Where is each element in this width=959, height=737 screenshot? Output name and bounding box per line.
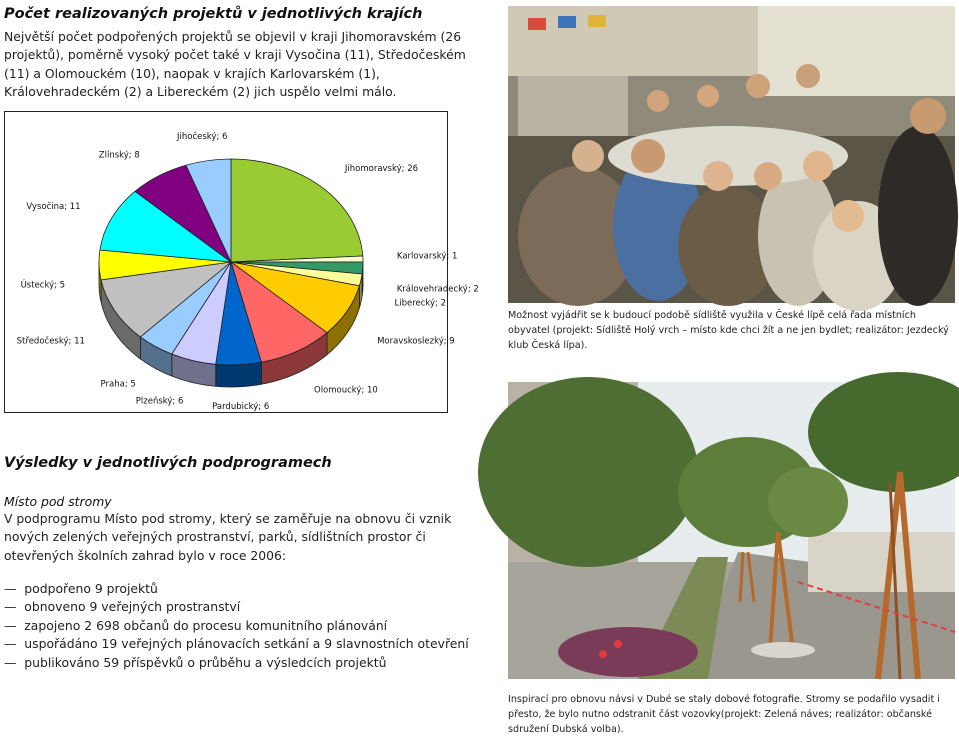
caption-planning-meeting: Možnost vyjádřit se k budoucí podobě sídliště využila v České lípě celá řada místních obyvatel (projekt: Sídliště Holý vrch – místo kde chci žít a ne jen bydlet; realizátor: Jezdecký klub Česká lípa). bbox=[508, 310, 949, 351]
pie-label-moravskoslezky: Moravskoslezký; 9 bbox=[377, 336, 455, 347]
pie-label-jihocesky: Jihočeský; 6 bbox=[176, 131, 228, 142]
pie-label-pardubicky: Pardubický; 6 bbox=[212, 401, 270, 412]
pie-label-kralovehradecky: Královehradecký; 2 bbox=[396, 284, 479, 295]
section-title-regions: Počet realizovaných projektů v jednotlivých krajích bbox=[4, 6, 423, 22]
results-list bbox=[4, 580, 469, 672]
pie-label-praha: Praha; 5 bbox=[100, 379, 136, 390]
pie-chart bbox=[5, 112, 479, 414]
pie-chart-frame bbox=[4, 111, 479, 413]
list-item: — publikováno 59 příspěvků o průběhu a výsledcích projektů bbox=[4, 654, 469, 672]
intro-paragraph: Největší počet podpořených projektů se objevil v kraji Jihomoravském (26 projektů), poměrně vysoký počet také v kraji Vysočina (11), Středočeském (11) a Olomouckém (10), naopak v krajích Karlovarském (1), Královehradeckém (2) a Libereckém (2) jich uspělo velmi málo. bbox=[4, 29, 466, 100]
section-title-subprograms: Výsledky v jednotlivých podprogramech bbox=[4, 455, 332, 471]
list-item: — podpořeno 9 projektů bbox=[4, 580, 469, 598]
list-item: — obnoveno 9 veřejných prostranství bbox=[4, 598, 469, 616]
subprogram-title: Místo pod stromy bbox=[4, 494, 112, 509]
photo-planning-meeting bbox=[508, 6, 955, 303]
subprogram-description: V podprogramu Místo pod stromy, který se zaměřuje na obnovu či vznik nových zelených veřejných prostranství, parků, sídlištních prostor či otevřených školních zahrad bylo v roce 2006: bbox=[4, 511, 452, 563]
photo-village-green bbox=[508, 382, 955, 679]
pie-slice-jihomoravsky bbox=[231, 159, 363, 262]
caption-village-green: Inspirací pro obnovu návsi v Dubé se staly dobové fotografie. Stromy se podařilo vysadit i přesto, že bylo nutno odstranit část vozovky(projekt: Zelená náves; realizátor: občanské sdružení Dubská volba). bbox=[508, 694, 940, 735]
pie-label-jihomoravsky: Jihomoravský; 26 bbox=[344, 164, 419, 175]
pie-label-stredocesky: Středočeský; 11 bbox=[16, 336, 85, 347]
pie-side-pardubicky bbox=[216, 362, 262, 387]
pie-label-zlinsky: Zlínský; 8 bbox=[98, 150, 140, 161]
list-item: — uspořádáno 19 veřejných plánovacích setkání a 9 slavnostních otevření bbox=[4, 635, 469, 653]
pie-label-plzensky: Plzeňský; 6 bbox=[135, 396, 184, 407]
pie-label-karlovarsky: Karlovarský; 1 bbox=[396, 251, 458, 262]
pie-slices bbox=[99, 159, 363, 365]
list-item: — zapojeno 2 698 občanů do procesu komunitního plánování bbox=[4, 617, 469, 635]
pie-label-ustecky: Ústecký; 5 bbox=[20, 280, 66, 291]
pie-label-liberecky: Liberecký; 2 bbox=[394, 298, 447, 309]
pie-label-olomoucky: Olomoucký; 10 bbox=[314, 385, 378, 396]
pie-label-vysocina: Vysočina; 11 bbox=[26, 202, 81, 213]
